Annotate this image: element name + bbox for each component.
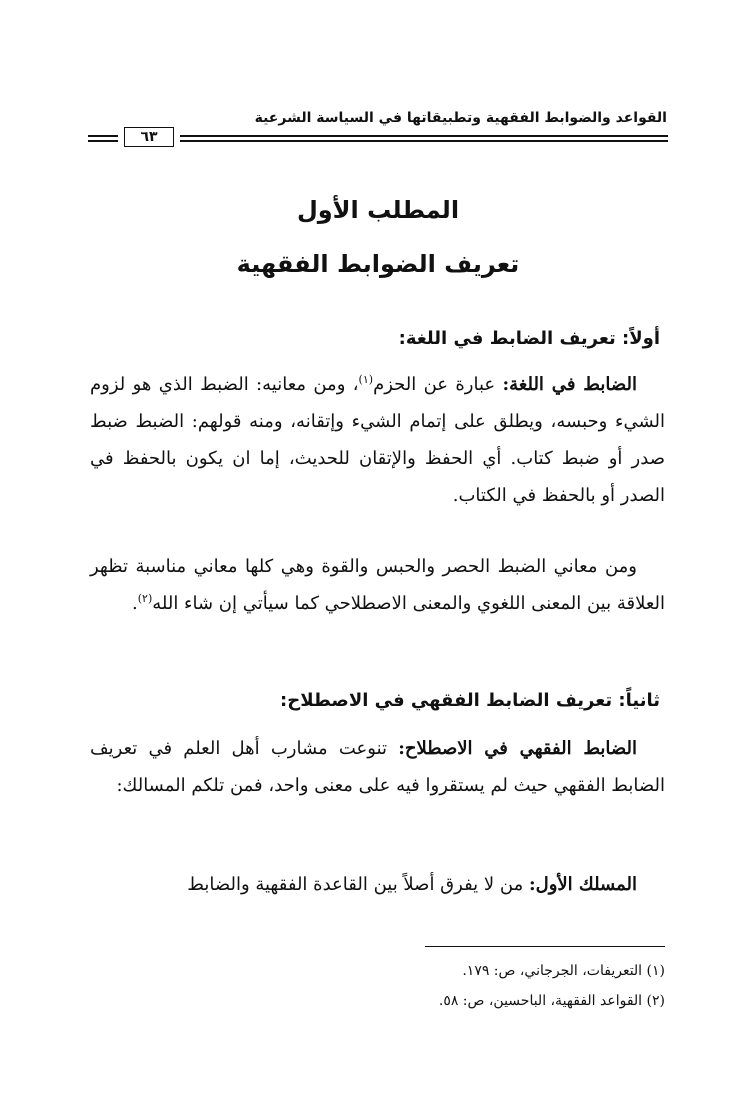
footnote-separator <box>425 946 665 947</box>
footnote-2: (٢) القواعد الفقهية، الباحسين، ص: ٥٨. <box>438 993 665 1009</box>
paragraph-text: ومن معاني الضبط الحصر والحبس والقوة وهي كلها معاني مناسبة تظهر العلاقة بين المعنى اللغوي والمعنى الاصطلاحي كما سيأتي إن شاء الله <box>90 556 665 614</box>
paragraph-end: . <box>131 593 138 614</box>
paragraph-first-approach <box>90 866 665 903</box>
header-rule-right-top <box>180 135 668 137</box>
page-number: ٦٣ <box>124 127 174 147</box>
sub-title: تعريف الضوابط الفقهية <box>236 250 520 278</box>
header-rule-left-top <box>88 135 118 137</box>
footnote-1: (١) التعريفات، الجرجاني، ص: ١٧٩. <box>462 963 665 979</box>
main-title: المطلب الأول <box>296 196 460 224</box>
paragraph-meanings <box>90 548 665 622</box>
term-first-approach: المسلك الأول: <box>528 874 637 895</box>
paragraph-text: ، ومن معانيه: الضبط الذي هو لزوم الشيء وحبسه، ويطلق على إتمام الشيء وإتقانه، ومنه قولهم: الضبط ضبط صدر أو ضبط كتاب. أي الحفظ والإتقان للحديث، إما ان يكون بالحفظ في الصدر أو بالحفظ في الكتاب. <box>90 374 665 506</box>
header-rule-right-bottom <box>180 140 668 142</box>
header-rule <box>88 131 668 147</box>
paragraph-technical-definition <box>90 730 665 804</box>
paragraph-text: تنوعت مشارب أهل العلم في تعريف الضابط الفقهي حيث لم يستقروا فيه على معنى واحد، فمن تلكم المسالك: <box>90 738 665 796</box>
term-dabit-istilah: الضابط الفقهي في الاصطلاح: <box>398 738 637 759</box>
section-heading-linguistic: أولاً: تعريف الضابط في اللغة: <box>398 328 660 349</box>
footnote-ref-2[interactable]: (٢) <box>137 592 153 605</box>
paragraph-linguistic-definition <box>90 366 665 514</box>
paragraph-text: من لا يفرق أصلاً بين القاعدة الفقهية والضابط <box>187 874 529 895</box>
footnote-ref-1[interactable]: (١) <box>358 373 374 386</box>
paragraph-text: عبارة عن الحزم <box>373 374 503 395</box>
term-dabit-lugha: الضابط في اللغة: <box>502 374 637 395</box>
running-header-title: القواعد والضوابط الفقهية وتطبيقاتها في السياسة الشرعية <box>254 110 667 126</box>
section-heading-technical: ثانياً: تعريف الضابط الفقهي في الاصطلاح: <box>280 690 660 711</box>
header-rule-left-bottom <box>88 140 118 142</box>
